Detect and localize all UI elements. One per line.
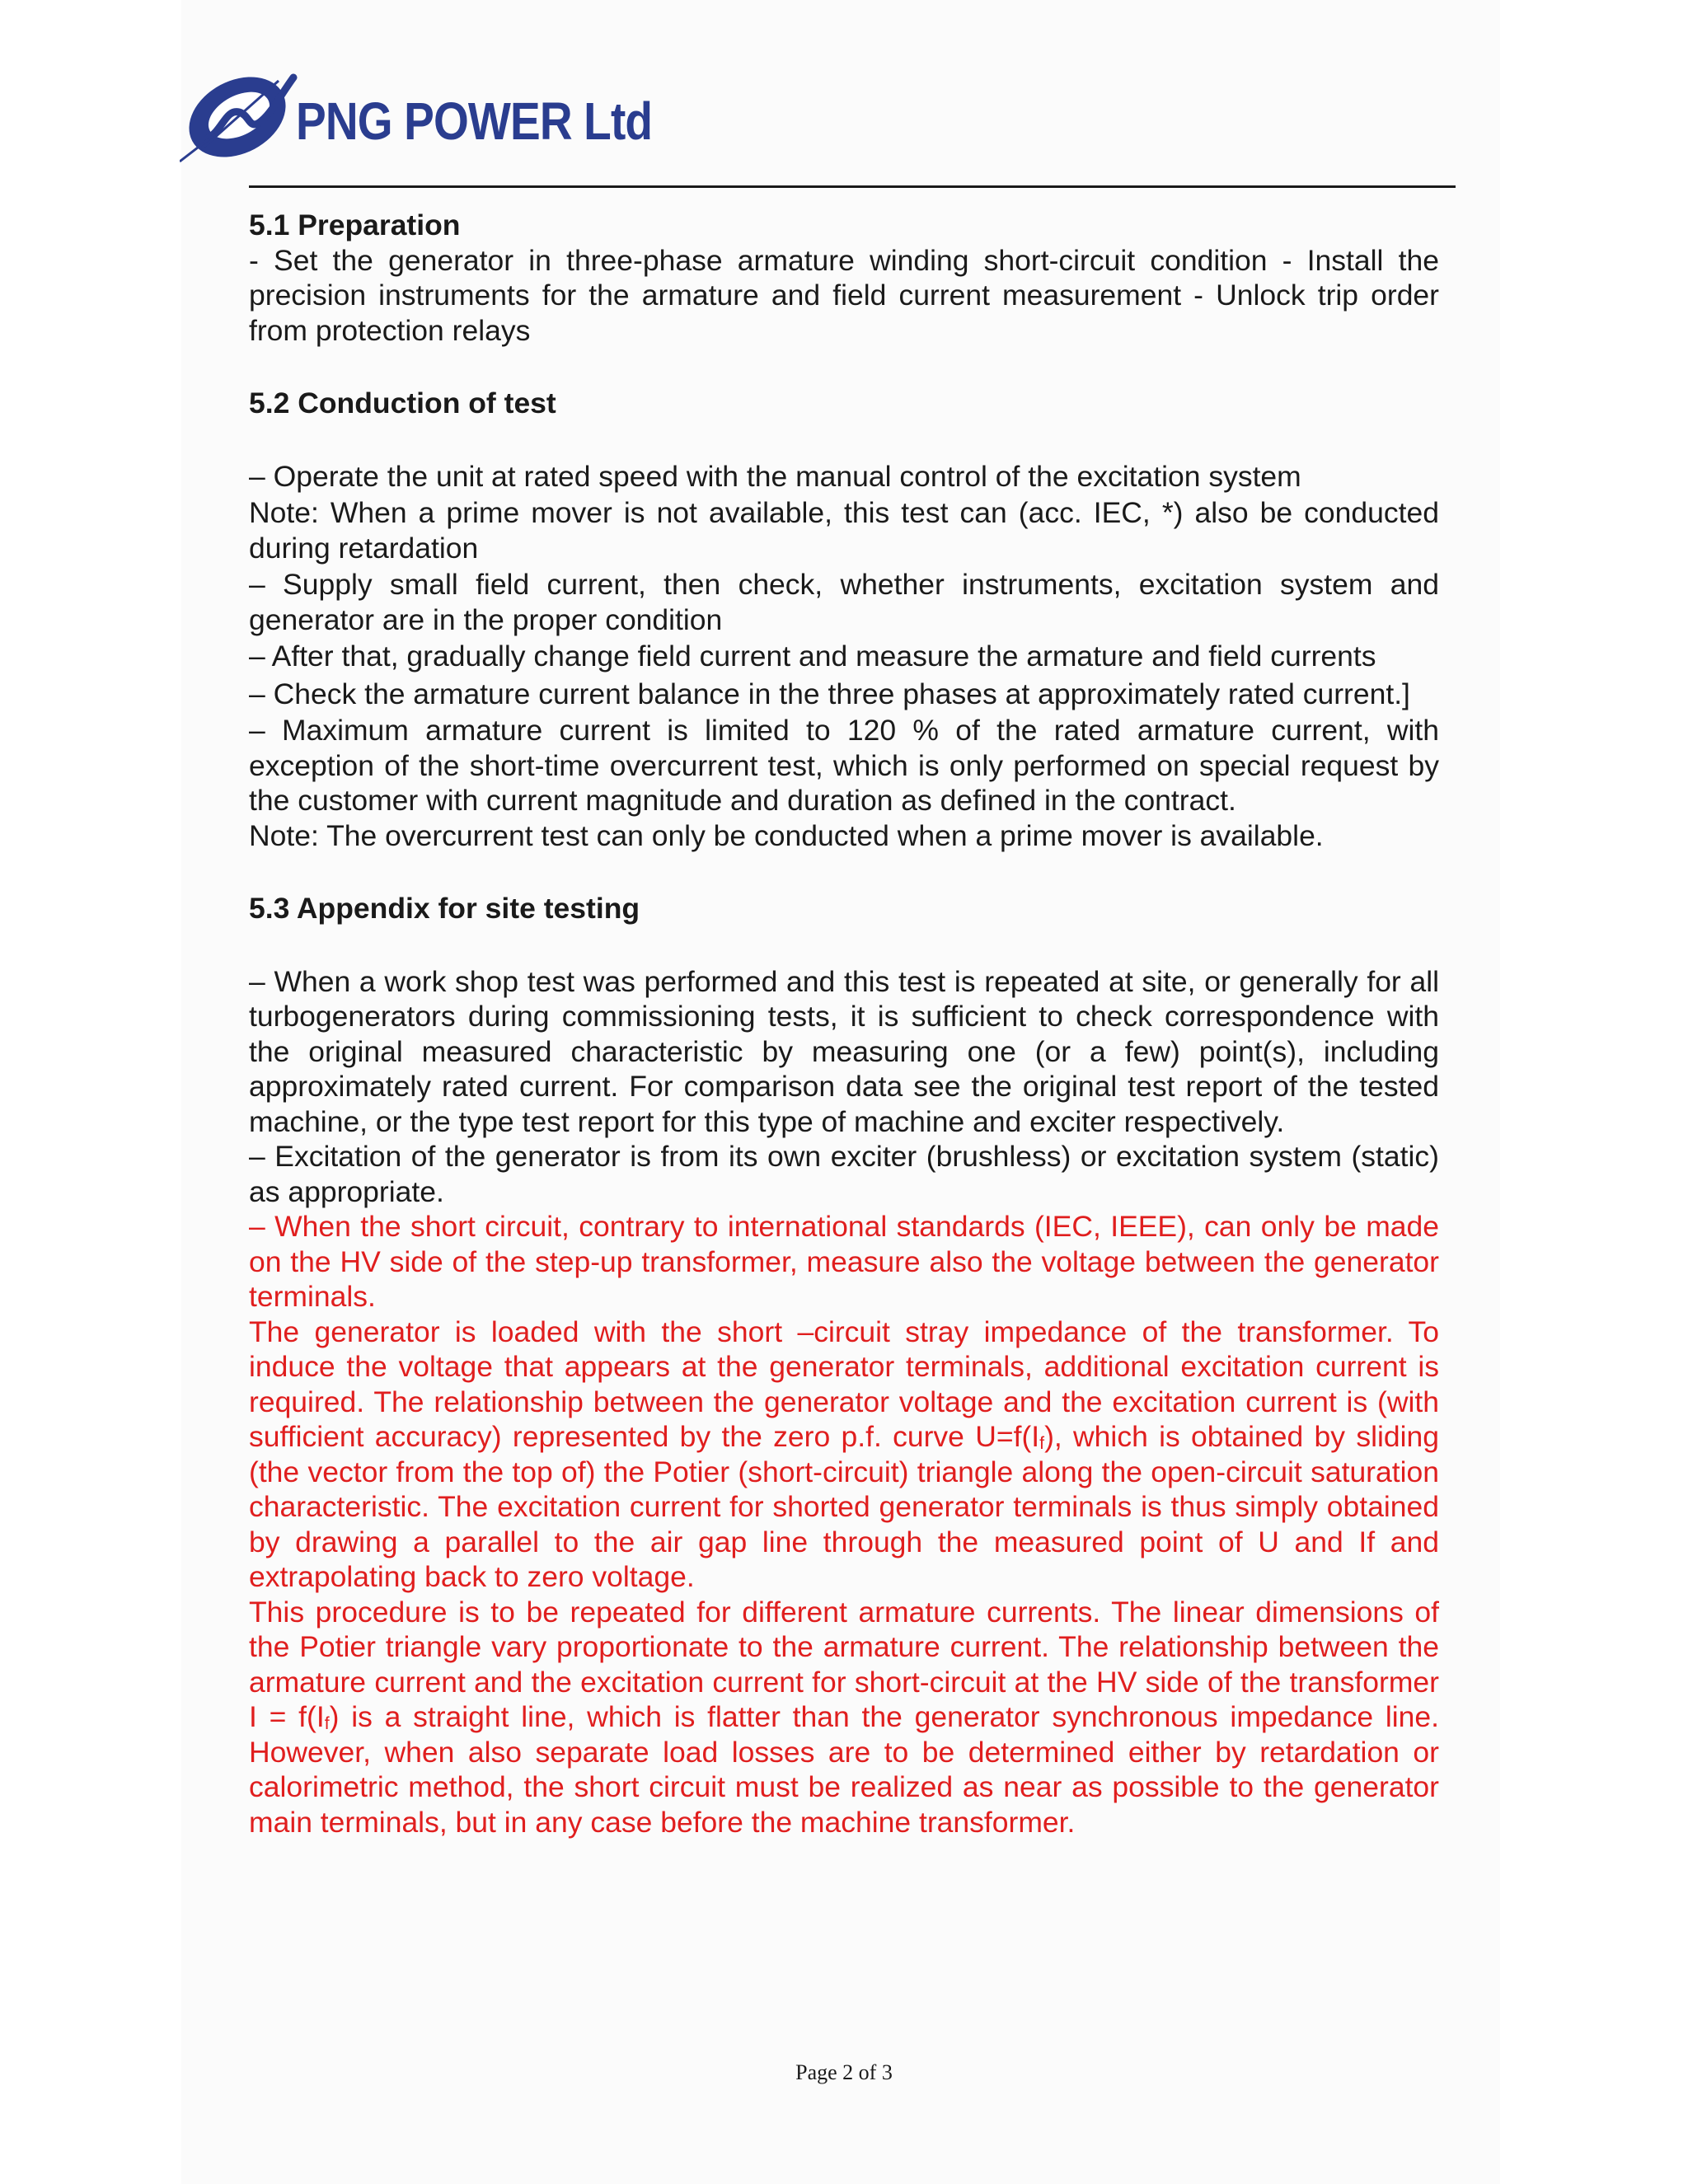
header-divider (249, 185, 1456, 188)
conduction-paragraph: – Maximum armature current is limited to 120 % of the rated armature current, with exception of the short-time overcurrent test, which is only performed on special request by the customer with current magnitude and duration as defined in the contract. (249, 714, 1439, 817)
company-name: PNG POWER Ltd (296, 91, 653, 151)
appendix-paragraph: – When a work shop test was performed and this test is repeated at site, or generally for all turbogenerators during commissioning tests, it is sufficient to check correspondence with the original measured characteristic by measuring one (or a few) point(s), including approximately rated current. For comparison data see the original test report of the tested machine, or the type test report for this type of machine and exciter respectively. (249, 964, 1439, 1138)
conduction-note: Note: The overcurrent test can only be conducted when a prime mover is available. (249, 818, 1324, 852)
appendix-highlight-paragraph: – When the short circuit, contrary to international standards (IEC, IEEE), can only be made on the HV side of the step-up transformer, measure also the voltage between the generator terminals. (249, 1210, 1439, 1313)
appendix-highlight-paragraph: The generator is loaded with the short –circuit stray impedance of the transformer. To induce the voltage that appears at the generator terminals, additional excitation current is required. The relationship between the generator voltage and the excitation current is (with sufficient accuracy) represented by the zero p.f. curve $U=f(I_f)$, which is obtained by sliding (the vector from the top of) the Potier (short-circuit) triangle along the open-circuit saturation characteristic. The excitation current for shorted generator terminals is thus simply obtained by drawing a parallel to the air gap line through the measured point of U and If and extrapolating back to zero voltage. (249, 1315, 1439, 1593)
section-title-appendix: 5.3 Appendix for site testing (249, 892, 640, 925)
appendix-highlight-paragraph: This procedure is to be repeated for different armature currents. The linear dimensions of the Potier triangle vary proportionate to the armature current. The relationship between the armature current and the excitation current for short-circuit at the HV side of the transformer $I = f(I_f)$ is a straight line, which is flatter than the generator synchronous impedance line. However, when also separate load losses are to be determined either by retardation or calorimetric method, the short circuit must be realized as near as possible to the generator main terminals, but in any case before the machine transformer. (249, 1595, 1439, 1839)
logo-emblem-icon (180, 63, 303, 175)
appendix-paragraph: – Excitation of the generator is from its own exciter (brushless) or excitation system (static) as appropriate. (249, 1140, 1439, 1208)
section-title-preparation: 5.1 Preparation (249, 209, 461, 241)
document-body (249, 208, 1439, 1840)
conduction-paragraph: – Check the armature current balance in the three phases at approximately rated current.] (249, 677, 1410, 710)
conduction-paragraph: – After that, gradually change field current and measure the armature and field currents (249, 640, 1376, 673)
conduction-paragraph: – Supply small field current, then check, whether instruments, excitation system and generator are in the proper condition (249, 568, 1439, 636)
conduction-paragraph: Note: When a prime mover is not available, this test can (acc. IEC, *) also be conducted during retardation (249, 496, 1439, 565)
page-number: Page 2 of 3 (795, 2060, 893, 2084)
section-title-conduction: 5.2 Conduction of test (249, 387, 556, 419)
preparation-text: - Set the generator in three-phase armature winding short-circuit condition - Install the precision instruments for the armature and field current measurement - Unlock trip order from protection relays (249, 243, 1439, 347)
conduction-paragraph: – Operate the unit at rated speed with the manual control of the excitation system (249, 459, 1301, 493)
company-logo (180, 63, 653, 175)
